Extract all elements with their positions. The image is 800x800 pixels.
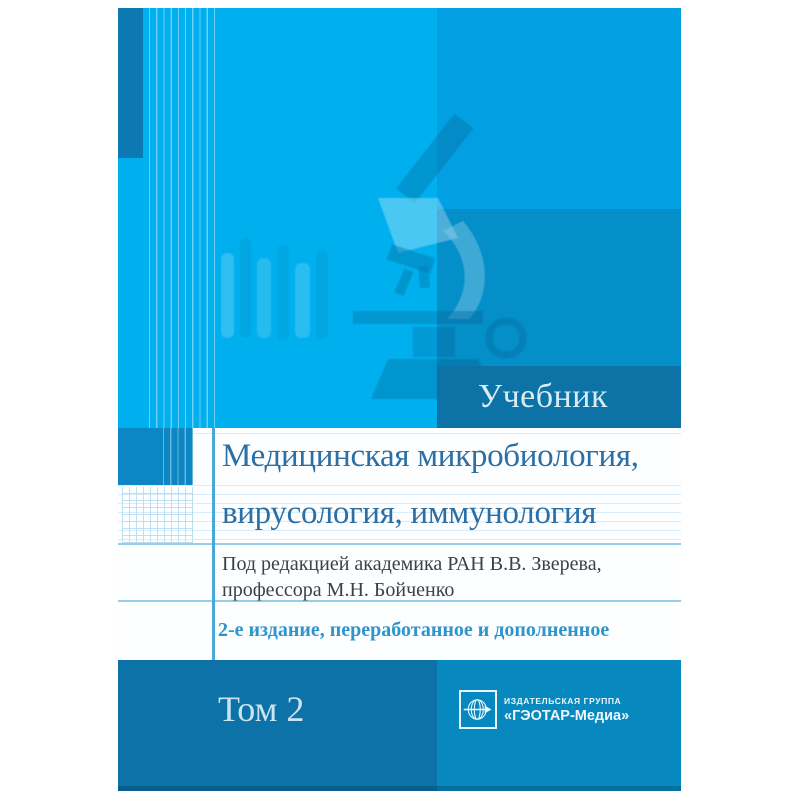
vertical-stripes-decoration bbox=[143, 8, 215, 428]
bottom-edge-shade bbox=[118, 786, 681, 791]
vertical-rule bbox=[212, 428, 215, 660]
book-title-row-2 bbox=[222, 485, 672, 542]
volume-row bbox=[218, 684, 398, 734]
editors-line-1: Под редакцией академика РАН В.В. Зверева, bbox=[222, 553, 602, 575]
editors-line-2: профессора М.Н. Бойченко bbox=[222, 579, 455, 601]
book-title-row-1 bbox=[222, 428, 672, 485]
book-title-line-2: вирусология, иммунология bbox=[222, 495, 597, 531]
editors-block bbox=[222, 551, 672, 603]
category-banner bbox=[437, 366, 681, 428]
publisher-group-label: ИЗДАТЕЛЬСКАЯ ГРУППА bbox=[504, 695, 622, 706]
publisher-logo-icon bbox=[459, 690, 497, 729]
publisher-name-label: «ГЭОТАР-Медиа» bbox=[504, 707, 630, 724]
category-label: Учебник bbox=[478, 378, 608, 415]
title-row-stripes-decoration bbox=[157, 428, 193, 485]
edition-note: 2-е издание, переработанное и дополненное bbox=[218, 618, 610, 641]
grid-decoration bbox=[122, 487, 193, 543]
edition-row bbox=[218, 600, 678, 660]
book-cover bbox=[118, 8, 681, 791]
test-tubes-icon bbox=[221, 238, 328, 340]
top-left-accent-block bbox=[118, 8, 143, 158]
volume-label: Том 2 bbox=[218, 689, 305, 729]
publisher-logo bbox=[459, 690, 629, 729]
publisher-text bbox=[504, 696, 629, 724]
book-title-line-1: Медицинская микробиология, bbox=[222, 438, 639, 474]
separator-line bbox=[118, 543, 681, 545]
